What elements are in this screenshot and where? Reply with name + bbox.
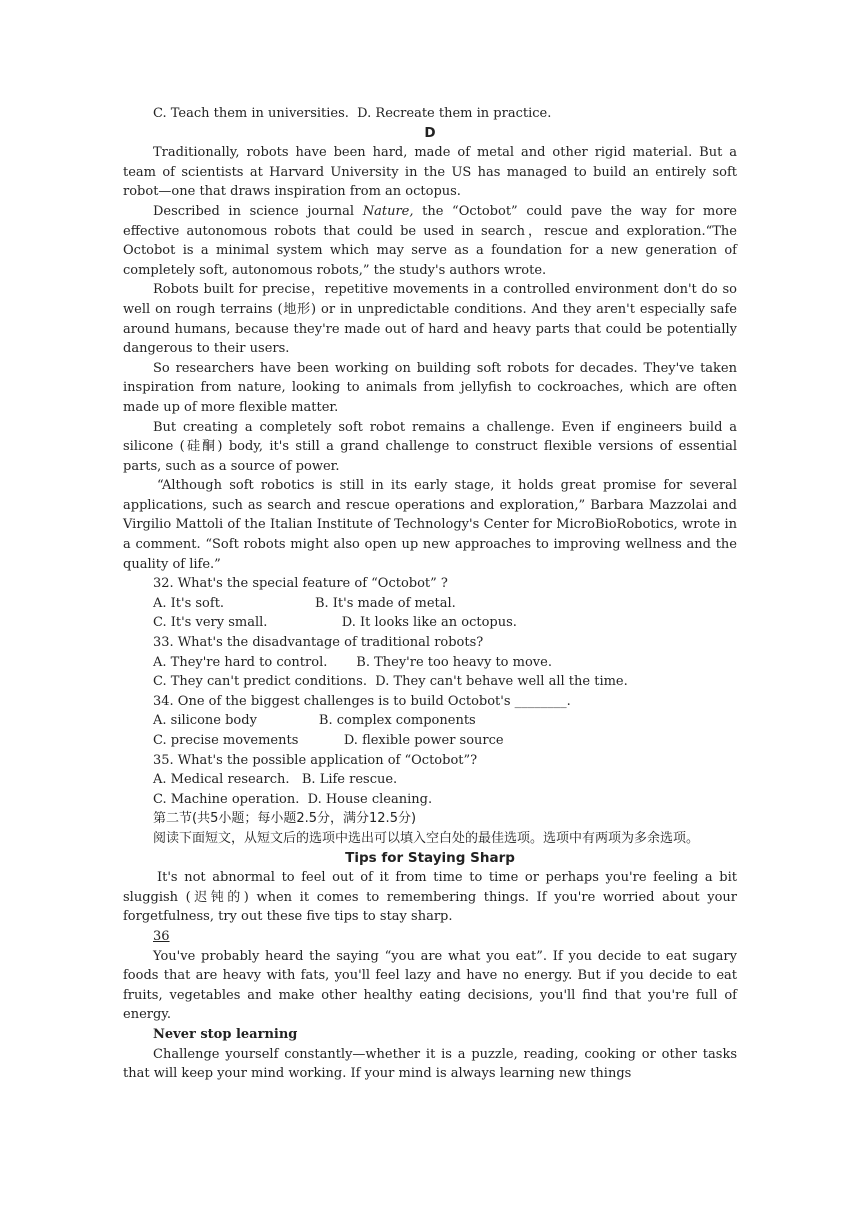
section-d-label: D [424,124,436,141]
question-34-stem: 34. One of the biggest challenges is to build Octobot's ________. [153,693,571,709]
passage-d-paragraph-3: Robots built for precise，repetitive movements in a controlled environment don't do so well on rough terrains (地形) or in unpredictable conditions. And they aren't especially safe around humans, because they're made out of hard and heavy parts that could be potentially dangerous to their users. [123,282,737,357]
passage-d-paragraph-6: “Although soft robotics is still in its early stage, it holds great promise for several applications, such as search and rescue operations and exploration,” Barbara Mazzolai and Virgilio Mattoli of the Italian Institute of Technology's Center for MicroBioRobotics, wrote in a comment. “Soft robots might also open up new approaches to improving wellness and the quality of life.” [123,478,737,572]
subheading-learning: Never stop learning [153,1026,298,1042]
question-35-options-ab: A. Medical research. B. Life rescue. [153,772,398,788]
passage-paragraph-learning: Challenge yourself constantly—whether it is a puzzle, reading, cooking or other tasks that will keep your mind working. If your mind is always learning new things [123,1046,737,1082]
blank-36-line [123,927,737,947]
passage-d-paragraph-5: But creating a completely soft robot remains a challenge. Even if engineers build a silicone (硅酮) body, it's still a grand challenge to construct flexible versions of essential parts, such as a source of power. [123,419,737,474]
p2-after: the “Octobot” could pave the way for more effective autonomous robots that could be used in search，rescue and exploration.“ [123,203,737,239]
part2-instruction: 阅读下面短文，从短文后的选项中选出可以填入空白处的最佳选项。选项中有两项为多余选项。 [153,830,700,846]
passage-title: Tips for Staying Sharp [345,849,515,866]
question-34-options-cd: C. precise movements D. flexible power source [153,733,504,748]
question-33-stem: 33. What's the disadvantage of traditional robots? [153,635,484,651]
journal-name: Nature, [362,203,414,219]
passage-d-paragraph-2 [123,202,737,280]
question-35-options-cd: C. Machine operation. D. House cleaning. [153,791,433,807]
q31-options-cd: C. Teach them in universities. D. Recreate them in practice. [153,106,552,121]
question-33-options-cd: C. They can't predict conditions. D. They can't behave well all the time. [153,674,628,690]
question-35-stem: 35. What's the possible application of “Octobot”? [153,752,478,768]
passage-paragraph-eat: You've probably heard the saying “you are what you eat”. If you decide to eat sugary foods that are heavy with fats, you'll feel lazy and have no energy. But if you decide to eat fruits, vegetables and make other healthy eating decisions, you'll find that you're full of energy. [123,948,737,1023]
question-32-options-cd: C. It's very small. D. It looks like an octopus. [153,615,517,631]
question-32-options-ab: A. It's soft. B. It's made of metal. [153,595,456,611]
exam-page [123,104,737,1084]
passage-intro: It's not abnormal to feel out of it from time to time or perhaps you're feeling a bit sluggish (迟钝的) when it comes to remembering things. If you're worried about your forgetfulness, try out these five tips to stay sharp. [123,870,737,925]
passage-d-paragraph-1: Traditionally, robots have been hard, made of metal and other rigid material. But a team of scientists at Harvard University in the US has managed to build an entirely soft robot—one that draws inspiration from an octopus. [123,145,737,200]
p2-before: Described in science journal [153,203,363,219]
p2-quote: The Octobot is a minimal system which may serve as a foundation for a new generation of completely soft, autonomous robots,” the study's authors wrote. [123,223,737,278]
blank-36: 36 [153,928,170,944]
passage-d-paragraph-4: So researchers have been working on building soft robots for decades. They've taken inspiration from nature, looking to animals from jellyfish to cockroaches, which are often made up of more flexible matter. [123,360,737,415]
question-34-options-ab: A. silicone body B. complex components [153,713,476,729]
part2-heading: 第二节(共5小题；每小题2.5分，满分12.5分) [153,811,417,827]
question-32-stem: 32. What's the special feature of “Octobot” ? [153,576,448,592]
question-33-options-ab: A. They're hard to control. B. They're too heavy to move. [153,654,552,670]
